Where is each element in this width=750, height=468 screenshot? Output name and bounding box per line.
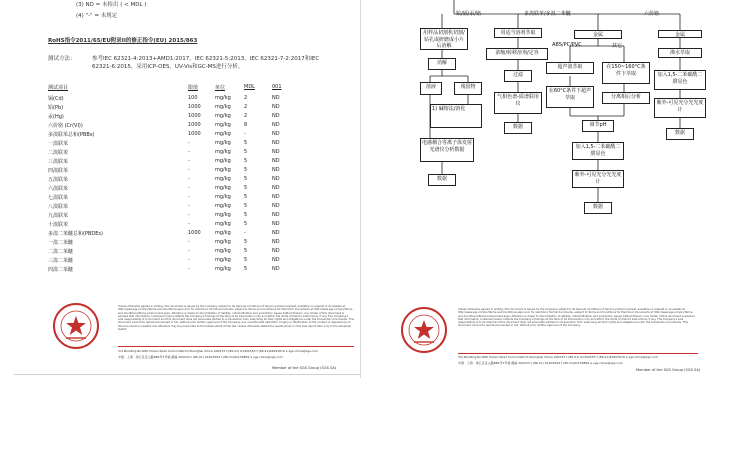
box-data-2: 数据 — [504, 122, 532, 134]
box-phase-separation: 分离相后分析 — [602, 92, 650, 104]
rohs-title: RoHS指令2011/65/EU附录II的修正指令(EU) 2015/863 — [48, 38, 198, 44]
table-cell: 四溴联苯 — [48, 168, 69, 174]
table-cell: mg/kg — [215, 266, 231, 272]
table-cell: 5 — [244, 185, 248, 191]
box-gc-ms: 气相色谱-质谱联用仪 — [494, 92, 542, 114]
table-cell: ND — [272, 140, 280, 146]
table-cell: - — [188, 149, 190, 155]
table-cell: - — [188, 176, 190, 182]
label-other: 其它 — [612, 43, 623, 49]
box-data-1: 数据 — [428, 174, 456, 186]
box-heat-extract: 在150~160°C条件下萃取 — [602, 62, 650, 84]
table-cell: 四溴二苯醚 — [48, 267, 74, 273]
table-cell: 2 — [244, 104, 248, 110]
member-text: Member of the SGS Group (SGS SA) — [272, 366, 337, 370]
table-cell: 铅(Pb) — [48, 105, 64, 111]
table-cell: 多溴联苯总和(PBBs) — [48, 132, 95, 138]
box-data-4: 数据 — [666, 128, 694, 140]
table-cell: 六价铬 (Cr(VI)) — [48, 123, 83, 129]
table-header-cell: 单位 — [215, 85, 226, 91]
disclaimer-text-right: Unless otherwise agreed in writing, this document is issued by the Company subject to its General Conditions of Service printed overleaf, available on request or accessible at http://www.sgs.com/en/Terms-and-Conditions.aspx and, for electronic format documents, subject to Terms and Conditions for Electronic Documents at http://www.sgs.com/en/Terms-and-Conditions/Terms-e-Document.aspx. Attention is drawn to the limitation of liability, indemnification and jurisdiction issues defined therein. Any holder of this document is advised that information contained hereon reflects the Company's findings at the time of its intervention only and within the limits of Client's instructions, if any. The Company's sole responsibility is to its Client and this document does not exonerate parties to a transaction from exercising all their rights and obligations under the transaction documents. This document cannot be reproduced except in full, without prior written approval of the Company. — [458, 308, 695, 328]
table-cell: 5 — [244, 194, 248, 200]
table-cell: 八溴联苯 — [48, 204, 69, 210]
company-seal-stamp-right — [400, 306, 448, 354]
table-cell: mg/kg — [215, 176, 231, 182]
table-cell: ND — [272, 194, 280, 200]
table-cell: 5 — [244, 149, 248, 155]
table-cell: ND — [272, 212, 280, 218]
table-cell: 三溴联苯 — [48, 159, 69, 165]
flowchart-connectors — [362, 0, 732, 300]
report-page-left — [0, 0, 360, 376]
table-cell: 5 — [244, 221, 248, 227]
table-cell: ND — [272, 149, 280, 155]
box-solvent-extract: 用适当溶剂萃取 — [494, 28, 542, 38]
box-digest: 消解 — [428, 58, 456, 70]
table-cell: - — [244, 230, 246, 236]
table-cell: - — [188, 158, 190, 164]
report-page-right — [362, 0, 732, 378]
table-cell: mg/kg — [215, 212, 231, 218]
table-cell: mg/kg — [215, 122, 231, 128]
table-cell: mg/kg — [215, 239, 231, 245]
table-cell: - — [188, 248, 190, 254]
table-cell: - — [188, 203, 190, 209]
table-cell: mg/kg — [215, 167, 231, 173]
table-cell: mg/kg — [215, 104, 231, 110]
box-dpc-color-2: 加入1,5-二苯碳酰二肼显色 — [654, 70, 706, 90]
table-cell: - — [188, 239, 190, 245]
address-line-en-right: 3rd Building,No.889 Yishan Road Xuhui District,Shanghai China 200233 t (86-21) 61402553 f (86-21)64953679 e sgs.china@sgs.com — [458, 355, 659, 359]
table-cell: 九溴联苯 — [48, 213, 69, 219]
table-cell: mg/kg — [215, 203, 231, 209]
box-60c-extract: 在60°C条件下超声萃取 — [546, 86, 594, 108]
box-ultrasonic: 超声波萃取 — [546, 62, 594, 74]
page-edge-left — [14, 374, 360, 375]
table-cell: - — [188, 194, 190, 200]
branch-label-brominated: 多溴联苯/多溴二苯醚 — [524, 11, 571, 17]
box-uv-vis-1: 紫外-可见光分光光度计 — [572, 170, 624, 188]
box-concentrate: 浓缩/转移溶剂/定容 — [486, 48, 548, 60]
company-seal-stamp — [52, 302, 100, 350]
box-icp-oes: 电感耦合等离子体发射光谱仪分析数据 — [420, 138, 474, 162]
table-cell: ND — [272, 257, 280, 263]
table-cell: ND — [272, 104, 280, 110]
box-nonmetal: 金属 — [574, 30, 622, 39]
table-cell: 二溴二苯醚 — [48, 249, 74, 255]
footer-rule-right — [458, 353, 698, 354]
table-cell: 5 — [244, 257, 248, 263]
table-cell: - — [188, 185, 190, 191]
table-cell: ND — [272, 158, 280, 164]
branch-label-metals: 铅/镉/汞/铬 — [456, 11, 482, 17]
table-cell: 1000 — [188, 122, 201, 128]
table-cell: - — [188, 266, 190, 272]
table-cell: 1000 — [188, 230, 201, 236]
table-cell: mg/kg — [215, 248, 231, 254]
table-cell: - — [188, 212, 190, 218]
box-solution: 溶液 — [420, 82, 442, 95]
address-line-en: 3rd Building,No.889 Yishan Road Xuhui District,Shanghai China 200233 t (86-21) 61402553 f (86-21)64953679 e sgs.china@sgs.com — [118, 349, 319, 353]
table-cell: mg/kg — [215, 221, 231, 227]
table-cell: 多溴二苯醚总和(PBDEs) — [48, 231, 103, 237]
address-line-cn: 中国 · 上海 · 徐汇区宜山路889号3号楼 邮编 200233 t (86-21) 61402594 f (86-21)61156899 e sgs.china@sgs.com — [118, 355, 283, 359]
table-cell: mg/kg — [215, 230, 231, 236]
table-cell: ND — [272, 122, 280, 128]
method-text-1: 参考IEC 62321-4:2013+AMD1:2017，IEC 62321-5:2013，IEC 62321-7-2:2017和IEC — [92, 56, 320, 62]
method-text-2: 62321-6:2015，采用ICP-OES，UV-Vis和GC-MS进行分析。 — [92, 64, 244, 70]
table-cell: 5 — [244, 176, 248, 182]
table-cell: 1000 — [188, 113, 201, 119]
table-cell: 六溴联苯 — [48, 186, 69, 192]
table-cell: 五溴联苯 — [48, 177, 69, 183]
footer-rule — [118, 346, 354, 347]
table-cell: 5 — [244, 266, 248, 272]
table-cell: 2 — [244, 95, 248, 101]
table-cell: ND — [272, 203, 280, 209]
table-cell: 十溴联苯 — [48, 222, 69, 228]
table-cell: ND — [272, 230, 280, 236]
label-polymer: ABS/PC/PVC — [552, 42, 582, 48]
branch-label-chromium: 六价铬 — [644, 11, 660, 17]
box-sample-prep: 用样品切割机切割/钻孔或研磨成小片后溶解 — [420, 28, 468, 50]
table-cell: ND — [272, 221, 280, 227]
table-cell: - — [244, 131, 246, 137]
table-cell: 1000 — [188, 131, 201, 137]
table-cell: 5 — [244, 140, 248, 146]
table-cell: 5 — [244, 239, 248, 245]
table-cell: 1000 — [188, 104, 201, 110]
table-cell: ND — [272, 131, 280, 137]
note-dash: (4) "-" = 未规定 — [76, 13, 118, 19]
table-cell: ND — [272, 185, 280, 191]
member-text-right: Member of the SGS Group (SGS SA) — [636, 368, 701, 372]
table-cell: ND — [272, 266, 280, 272]
table-cell: 5 — [244, 203, 248, 209]
table-cell: 5 — [244, 158, 248, 164]
method-label: 测试方法： — [48, 56, 76, 62]
table-cell: 5 — [244, 248, 248, 254]
box-dpc-color: 加入1,5-二苯碳酰二肼显色 — [572, 142, 624, 160]
table-cell: ND — [272, 113, 280, 119]
table-header-cell: 限值 — [188, 85, 199, 91]
table-cell: mg/kg — [215, 131, 231, 137]
page-divider — [360, 0, 361, 378]
box-data-3: 数据 — [584, 202, 612, 214]
table-cell: mg/kg — [215, 158, 231, 164]
table-header-cell: 001 — [272, 84, 282, 90]
table-cell: ND — [272, 176, 280, 182]
table-cell: - — [188, 257, 190, 263]
table-cell: 一溴联苯 — [48, 141, 69, 147]
table-cell: mg/kg — [215, 257, 231, 263]
table-cell: 七溴联苯 — [48, 195, 69, 201]
box-alkali-fusion: 1) 碱熔法/溶化 — [430, 104, 482, 128]
table-cell: 镉(Cd) — [48, 96, 64, 102]
box-residue: 残留物 — [454, 82, 482, 95]
table-cell: 一溴二苯醚 — [48, 240, 74, 246]
table-cell: 2 — [244, 113, 248, 119]
table-cell: 二溴联苯 — [48, 150, 69, 156]
table-cell: 5 — [244, 167, 248, 173]
table-cell: - — [188, 167, 190, 173]
table-cell: 5 — [244, 212, 248, 218]
box-filter: 过滤 — [504, 70, 532, 82]
table-cell: ND — [272, 239, 280, 245]
table-cell: mg/kg — [215, 185, 231, 191]
box-uv-vis-2: 紫外-可见光分光光度计 — [654, 98, 706, 118]
table-cell: - — [188, 140, 190, 146]
box-metal: 金属 — [658, 30, 702, 38]
table-cell: 三溴二苯醚 — [48, 258, 74, 264]
table-cell: mg/kg — [215, 95, 231, 101]
table-header-cell: 测试项目 — [48, 85, 69, 91]
table-cell: 汞(Hg) — [48, 114, 64, 120]
table-cell: ND — [272, 95, 280, 101]
table-cell: mg/kg — [215, 113, 231, 119]
table-header-cell: MDL — [244, 84, 255, 90]
box-adjust-ph: 调节pH — [582, 120, 614, 132]
table-cell: ND — [272, 248, 280, 254]
box-boiling-water: 沸水萃取 — [658, 48, 702, 58]
address-line-cn-right: 中国 · 上海 · 徐汇区宜山路889号3号楼 邮编 200233 t (86-21) 61402594 f (86-21)61156899 e sgs.china@sgs.com — [458, 361, 623, 365]
table-cell: ND — [272, 167, 280, 173]
disclaimer-text: Unless otherwise agreed in writing, this document is issued by the Company subject to its General Conditions of Service printed overleaf, available on request or accessible at http://www.sgs.com/en/Terms-and-Conditions.aspx and, for electronic format documents, subject to Terms and Conditions for Electronic Documents at http://www.sgs.com/en/Terms-and-Conditions/Terms-e-Document.aspx. Attention is drawn to the limitation of liability, indemnification and jurisdiction issues defined therein. Any holder of this document is advised that information contained hereon reflects the Company's findings at the time of its intervention only and within the limits of Client's instructions, if any. The Company's sole responsibility is to its Client and this document does not exonerate parties to a transaction from exercising all their rights and obligations under the transaction documents. This document cannot be reproduced except in full, without prior written approval of the Company. Any unauthorized alteration, forgery or falsification of the content or appearance of this document is unlawful and offenders may be prosecuted to the fullest extent of the law. Unless otherwise stated the results shown in this test report refer only to the sample(s) tested. — [118, 305, 354, 332]
table-cell: - — [188, 221, 190, 227]
table-cell: mg/kg — [215, 140, 231, 146]
note-mdl: (3) ND = 未检出 ( < MDL ) — [76, 2, 147, 8]
table-cell: mg/kg — [215, 149, 231, 155]
table-cell: 100 — [188, 95, 198, 101]
table-cell: 8 — [244, 122, 248, 128]
table-cell: mg/kg — [215, 194, 231, 200]
